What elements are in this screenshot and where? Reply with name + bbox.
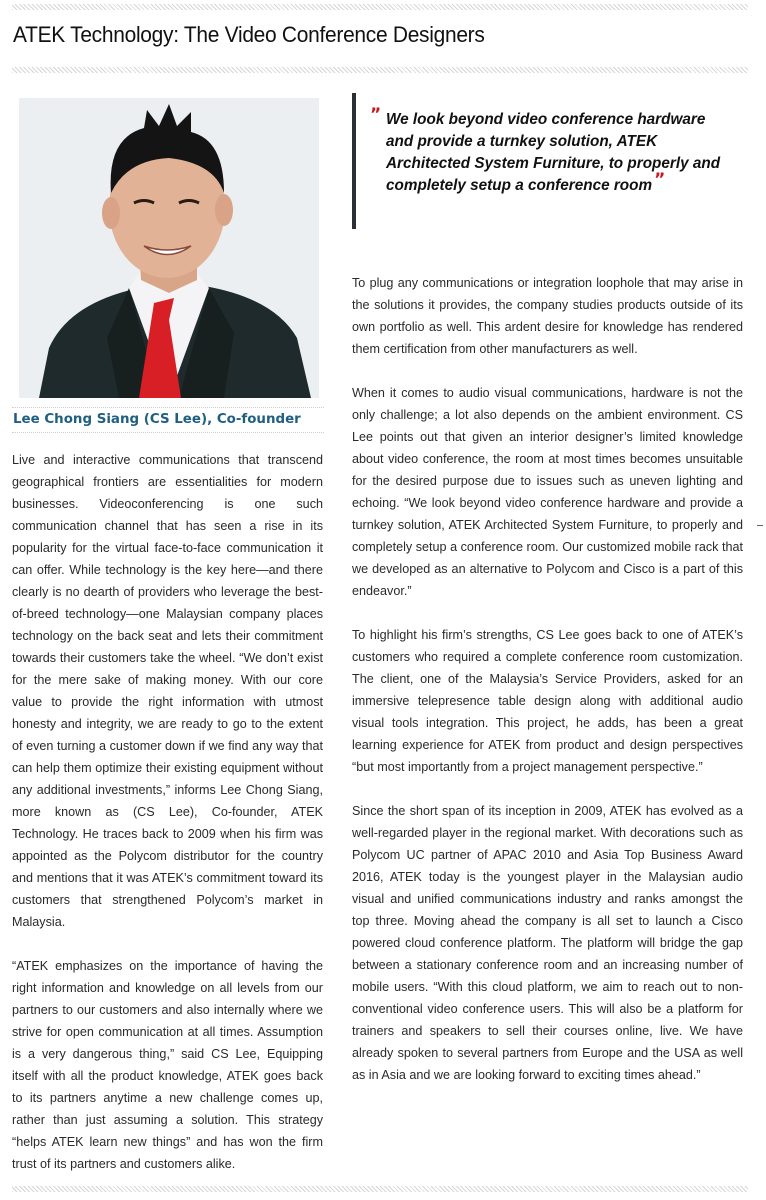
pull-quote-text [386, 109, 731, 197]
bottom-divider [12, 1186, 748, 1192]
photo-caption: Lee Chong Siang (CS Lee), Co-founder [12, 407, 324, 433]
article-paragraph: To highlight his firm’s strengths, CS Lee goes back to one of ATEK’s customers who required a complete conference room customization. The client, one of the Malaysia’s Service Providers, asked for an immersive telepresence table design along with additional audio visual tools integration. This project, he adds, has been a great learning experience for ATEK from product and design perspectives “but most importantly from a project management perspective.” [352, 628, 743, 774]
article-paragraph: “ATEK emphasizes on the importance of having the right information and knowledge on all levels from our partners to our customers and also internally where we strive for open communication at all times. Assumption is a very dangerous thing,” said CS Lee, Equipping itself with all the product knowledge, ATEK goes back to its partners anytime a new challenge comes up, rather than just assuming a solution. This strategy “helps ATEK learn new things” and has won the firm trust of its partners and customers alike. [12, 959, 323, 1171]
close-quote-mark-icon: ” [654, 170, 666, 190]
pull-quote-body: We look beyond video conference hardware and provide a turnkey solution, ATEK Architected System Furniture, to properly and completely setup a conference room [386, 111, 721, 194]
article-paragraph: Since the short span of its inception in 2009, ATEK has evolved as a well-regarded player in the regional market. With decorations such as Polycom UC partner of APAC 2010 and Asia Top Business Award 2016, ATEK today is the youngest player in the Malaysian audio visual and unified communications industry and ranks amongst the top three. Moving ahead the company is all set to launch a Cisco powered cloud conference platform. The platform will bridge the gap between a stationary conference room and an increasing number of mobile users. “With this cloud platform, we aim to reach out to non-conventional video conference users. This will also be a platform for trainers and speakers to sell their courses online, live. We have already spoken to several partners from Europe and the USA as well as in Asia and we are looking forward to exciting times ahead.” [352, 804, 743, 1082]
pull-quote [352, 93, 743, 229]
portrait-photo [19, 98, 319, 398]
right-column [352, 93, 743, 1086]
open-quote-mark-icon: ” [370, 105, 382, 125]
title-divider [12, 67, 748, 73]
article-paragraph: When it comes to audio visual communications, hardware is not the only challenge; a lot also depends on the ambient environment. CS Lee points out that given an interior designer’s limited knowledge about video conference, the room at most times becomes unsuitable for the desired purpose due to issues such as uneven lighting and echoing. “We look beyond video conference hardware and provide a turnkey solution, ATEK Architected System Furniture, to properly and completely setup a conference room. Our customized mobile rack that we developed as an alternative to Polycom and Cisco is a part of this endeavor.” [352, 386, 743, 598]
page-title: ATEK Technology: The Video Conference Designers [13, 22, 485, 47]
top-divider [12, 4, 748, 10]
portrait-illustration [19, 98, 319, 398]
article-paragraph: Live and interactive communications that transcend geographical frontiers are essentialities for modern businesses. Videoconferencing is one such communication channel that has seen a rise in its popularity for the virtual face-to-face communication it can offer. While technology is the key here—and there clearly is no dearth of providers who leverage the best-of-breed technology—one Malaysian company places technology on the back seat and lets their commitment towards their customers take the wheel. “We don’t exist for the mere sake of making money. With our core value to provide the right information with utmost honesty and integrity, we are ready to go to the extent of even turning a customer down if we find any way that can help them optimize their existing equipment without any additional investments,” informs Lee Chong Siang, more known as (CS Lee), Co-founder, ATEK Technology. He traces back to 2009 when his firm was appointed as the Polycom distributor for the country and mentions that it was ATEK’s commitment toward its customers that strengthened Polycom’s market in Malaysia. [12, 453, 323, 929]
edge-tick-mark [757, 525, 763, 526]
article-paragraph: To plug any communications or integration loophole that may arise in the solutions it provides, the company studies products outside of its own portfolio as well. This ardent desire for knowledge has rendered them certification from other manufacturers as well. [352, 276, 743, 356]
left-column [12, 98, 323, 1175]
